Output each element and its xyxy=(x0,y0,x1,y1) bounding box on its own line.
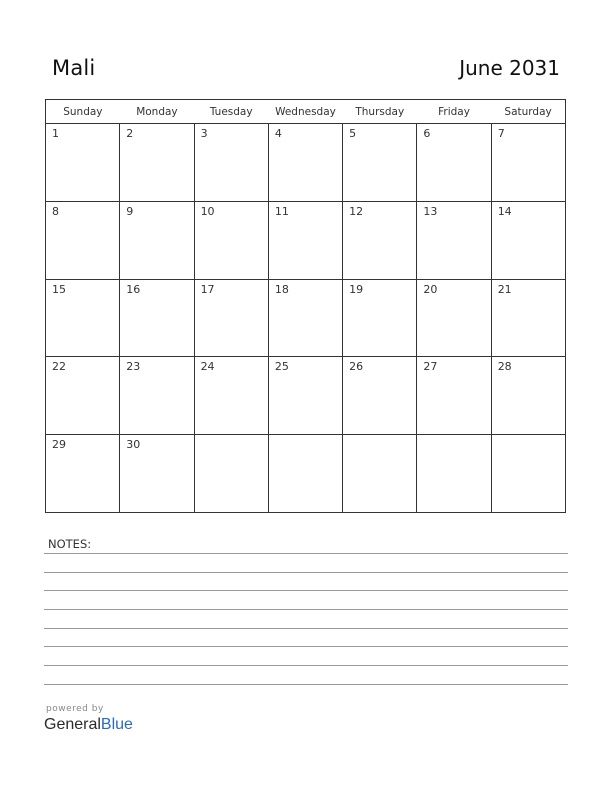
weekday-friday: Friday xyxy=(417,100,491,124)
note-line xyxy=(44,553,568,554)
day-cell: 10 xyxy=(194,201,268,279)
day-cell: 16 xyxy=(120,279,194,357)
note-line xyxy=(44,684,568,685)
day-cell: 8 xyxy=(46,201,120,279)
day-cell xyxy=(194,435,268,513)
weekday-wednesday: Wednesday xyxy=(268,100,342,124)
day-cell: 12 xyxy=(343,201,417,279)
brand-general-text: General xyxy=(44,716,101,733)
day-cell: 4 xyxy=(268,124,342,202)
day-cell: 30 xyxy=(120,435,194,513)
day-cell xyxy=(268,435,342,513)
note-line xyxy=(44,609,568,610)
calendar-grid xyxy=(45,99,566,513)
day-cell: 6 xyxy=(417,124,491,202)
day-cell: 24 xyxy=(194,357,268,435)
day-cell: 19 xyxy=(343,279,417,357)
weekday-tuesday: Tuesday xyxy=(194,100,268,124)
weekday-sunday: Sunday xyxy=(46,100,120,124)
day-cell: 2 xyxy=(120,124,194,202)
week-row xyxy=(46,279,566,357)
day-cell: 22 xyxy=(46,357,120,435)
day-cell: 20 xyxy=(417,279,491,357)
notes-label: NOTES: xyxy=(48,537,92,551)
day-cell: 17 xyxy=(194,279,268,357)
note-line xyxy=(44,590,568,591)
day-cell: 1 xyxy=(46,124,120,202)
day-cell: 11 xyxy=(268,201,342,279)
weekday-monday: Monday xyxy=(120,100,194,124)
day-cell: 27 xyxy=(417,357,491,435)
country-title: Mali xyxy=(52,56,96,80)
day-cell: 3 xyxy=(194,124,268,202)
day-cell xyxy=(343,435,417,513)
day-cell xyxy=(491,435,565,513)
weekday-thursday: Thursday xyxy=(343,100,417,124)
note-line xyxy=(44,665,568,666)
week-row xyxy=(46,357,566,435)
weekday-saturday: Saturday xyxy=(491,100,565,124)
day-cell: 5 xyxy=(343,124,417,202)
day-cell: 15 xyxy=(46,279,120,357)
weekday-header-row xyxy=(46,100,566,124)
note-line xyxy=(44,628,568,629)
note-line xyxy=(44,572,568,573)
powered-by-label: powered by xyxy=(46,704,104,714)
day-cell: 21 xyxy=(491,279,565,357)
day-cell: 18 xyxy=(268,279,342,357)
month-year-title: June 2031 xyxy=(459,56,560,80)
generalblue-logo xyxy=(44,716,133,734)
day-cell: 26 xyxy=(343,357,417,435)
note-line xyxy=(44,646,568,647)
day-cell: 14 xyxy=(491,201,565,279)
day-cell: 7 xyxy=(491,124,565,202)
week-row xyxy=(46,201,566,279)
day-cell: 28 xyxy=(491,357,565,435)
day-cell: 25 xyxy=(268,357,342,435)
brand-blue-text: Blue xyxy=(100,716,133,733)
day-cell: 9 xyxy=(120,201,194,279)
day-cell: 23 xyxy=(120,357,194,435)
day-cell: 29 xyxy=(46,435,120,513)
week-row xyxy=(46,435,566,513)
day-cell xyxy=(417,435,491,513)
day-cell: 13 xyxy=(417,201,491,279)
week-row xyxy=(46,124,566,202)
